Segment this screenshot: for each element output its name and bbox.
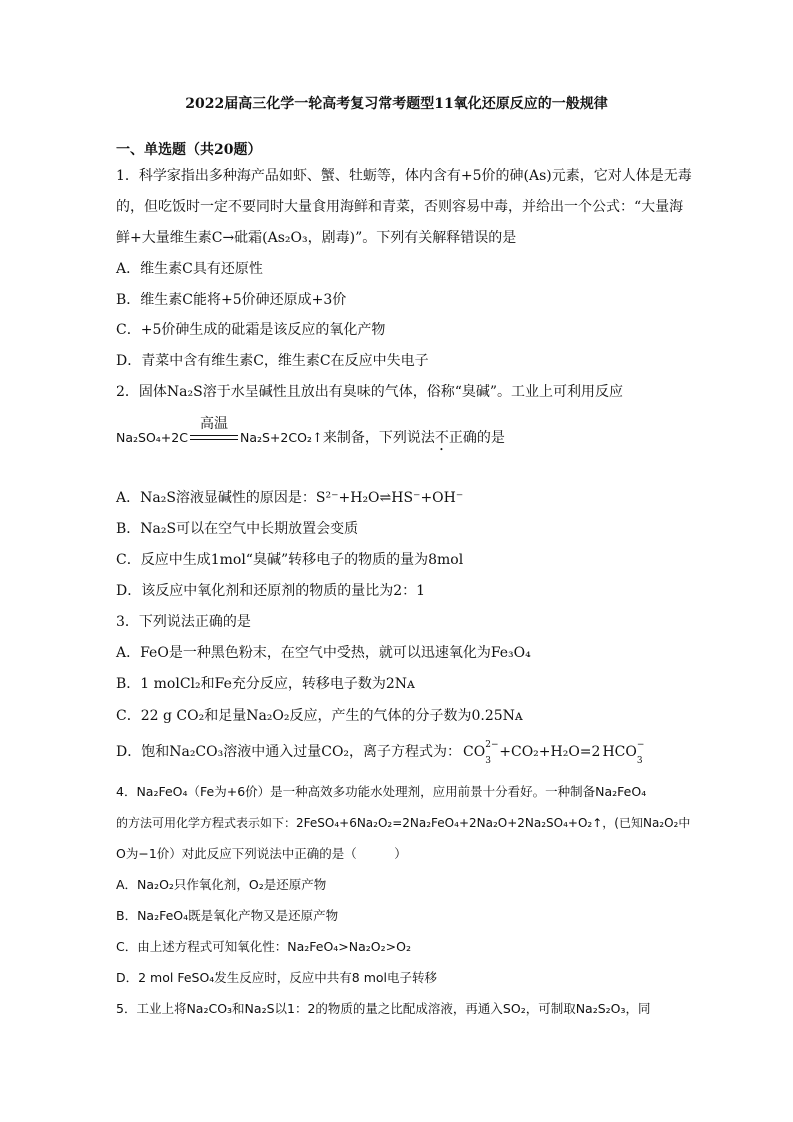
q4-stem-line-3: O为−1价）对此反应下列说法中正确的是（ ） [116, 846, 407, 861]
q4-option-c: C．由上述方程式可知氧化性：Na₂FeO₄>Na₂O₂>O₂ [116, 939, 411, 954]
q3-option-c: C．22 g CO₂和足量Na₂O₂反应，产生的气体的分子数为0.25Nᴀ [116, 708, 523, 724]
q4-stem-line-1: 4．Na₂FeO₄（Fe为+6价）是一种高效多功能水处理剂，应用前景十分看好。一种制备Na₂FeO₄ [116, 784, 647, 799]
q2-eq-condition-sign [188, 416, 240, 448]
q3-option-b: B．1 molCl₂和Fe充分反应，转移电子数为2Nᴀ [116, 676, 415, 692]
q2-option-c: C．反应中生成1mol“臭碱”转移电子的物质的量为8mol [116, 552, 464, 568]
q3-bicarbonate-ion: HCO − 3 [602, 740, 645, 766]
q2-eq-tail-emphasis: 不 [434, 430, 449, 446]
q1-option-b: B．维生素C能将+5价砷还原成+3价 [116, 292, 347, 308]
q1-option-a: A．维生素C具有还原性 [116, 261, 263, 277]
q1-stem-line-2: 的，但吃饭时一定不要同时大量食用海鲜和青菜，否则容易中毒，并给出一个公式：“大量海 [116, 199, 684, 215]
q2-option-a: A．Na₂S溶液显碱性的原因是：S²⁻+H₂O⇌HS⁻+OH⁻ [116, 490, 464, 506]
q4-option-a: A．Na₂O₂只作氧化剂，O₂是还原产物 [116, 877, 327, 892]
q2-eq-reactants: Na₂SO₄+2C [116, 430, 188, 445]
q1-stem-line-3: 鲜+大量维生素C→砒霜(As₂O₃，剧毒)”。下列有关解释错误的是 [116, 230, 517, 246]
q3-option-d-middle: +CO₂+H₂O=2 [499, 744, 601, 760]
q5-stem-line-1: 5．工业上将Na₂CO₃和Na₂S以1：2的物质的量之比配成溶液，再通入SO₂，可制取Na₂S₂O₃，同 [116, 1001, 651, 1016]
q3-option-a: A．FeO是一种黑色粉末，在空气中受热，就可以迅速氧化为Fe₃O₄ [116, 645, 531, 661]
gas-arrow-icon: ↑ [311, 431, 323, 446]
q4-stem-line-2: 的方法可用化学方程式表示如下：2FeSO₄+6Na₂O₂=2Na₂FeO₄+2Na₂O+2Na₂SO₄+O₂↑，(已知Na₂O₂中 [116, 816, 691, 830]
q2-eq-condition: 高温 [199, 416, 228, 432]
q2-eq-tail-1: 来制备，下列说法 [322, 430, 435, 446]
q1-option-c: C．+5价砷生成的砒霜是该反应的氧化产物 [116, 322, 386, 338]
q3-option-d-text: D．饱和Na₂CO₃溶液中通入过量CO₂，离子方程式为： [116, 744, 462, 760]
q2-equation-line [116, 416, 682, 454]
q2-option-d: D．该反应中氧化剂和还原剂的物质的量比为2：1 [116, 583, 426, 599]
q4-option-d: D．2 mol FeSO₄发生反应时，反应中共有8 mol电子转移 [116, 970, 438, 985]
q2-stem-line-1: 2．固体Na₂S溶于水呈碱性且放出有臭味的气体，俗称“臭碱”。工业上可利用反应 [116, 384, 624, 400]
q2-option-b: B．Na₂S可以在空气中长期放置会变质 [116, 521, 359, 537]
q1-option-d: D．青菜中含有维生素C，维生素C在反应中失电子 [116, 353, 429, 369]
q2-eq-tail-2: 正确的是 [448, 430, 505, 446]
section-heading: 一、单选题（共20题） [116, 142, 262, 158]
q3-carbonate-ion: CO 2− 3 [463, 740, 499, 766]
q2-eq-products: Na₂S+2CO₂ [239, 430, 312, 445]
q4-option-b: B．Na₂FeO₄既是氧化产物又是还原产物 [116, 908, 339, 923]
q1-stem-line-1: 1．科学家指出多种海产品如虾、蟹、牡蛎等，体内含有+5价的砷(As)元素，它对人体是无毒 [116, 168, 692, 184]
document-title: 2022届高三化学一轮高考复习常考题型11氧化还原反应的一般规律 [185, 96, 608, 112]
q3-option-d [116, 740, 682, 766]
q3-stem: 3．下列说法正确的是 [116, 614, 251, 630]
